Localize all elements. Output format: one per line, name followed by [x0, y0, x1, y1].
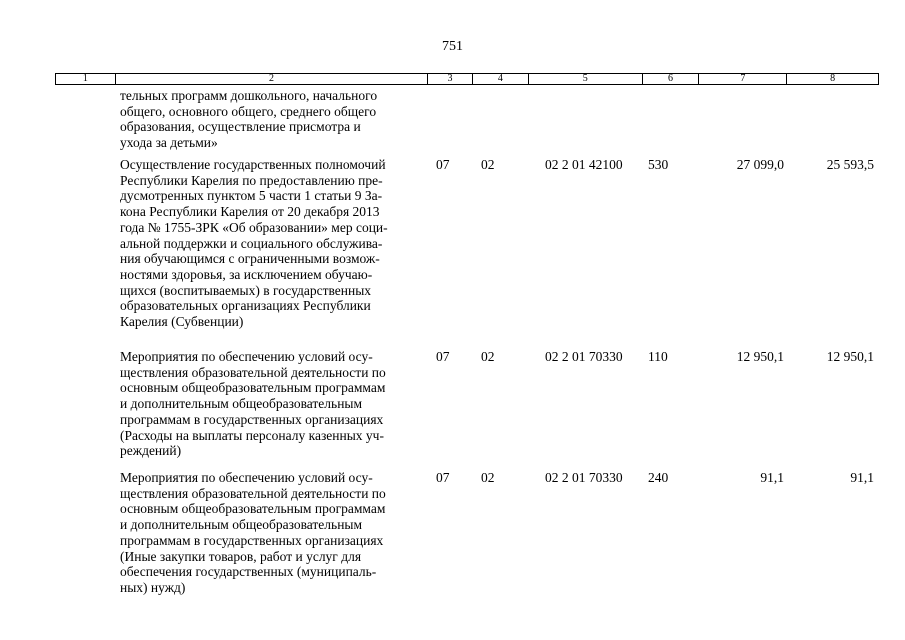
subsection-code: 02	[481, 157, 495, 172]
description-line: образовательных организациях Республики	[120, 298, 371, 314]
amount-column-7: 91,1	[760, 470, 784, 485]
description-line: ухода за детьми»	[120, 135, 218, 151]
target-article-code: 02 2 01 70330	[545, 470, 623, 485]
expense-type-code: 110	[648, 349, 668, 364]
column-header-3: 3	[428, 74, 473, 84]
description-line: щихся (воспитываемых) в государственных	[120, 282, 372, 298]
description-line: основным общеобразовательным программам	[120, 501, 386, 517]
column-header-1: 1	[56, 74, 116, 84]
column-header-2: 2	[116, 74, 428, 84]
section-code: 07	[436, 470, 450, 485]
amount-column-8: 25 593,5	[826, 157, 874, 172]
description-line: кона Республики Карелия от 20 декабря 2013	[120, 204, 380, 220]
description-line: Республики Карелия по предоставлению пре-	[120, 172, 383, 188]
description-line: ния обучающимся с ограниченными возмож-	[120, 251, 380, 267]
description-line: обеспечения государственных (муниципаль-	[120, 564, 377, 580]
subsection-code: 02	[481, 470, 495, 485]
description-line: ществления образовательной деятельности по	[120, 364, 386, 380]
amount-column-7: 27 099,0	[736, 157, 784, 172]
description-line: (Расходы на выплаты персоналу казенных уч-	[120, 427, 384, 443]
description-line: образования, осуществление присмотра и	[120, 119, 361, 135]
description-line: и дополнительным общеобразовательным	[120, 517, 363, 533]
row-description	[120, 470, 425, 596]
target-article-code: 02 2 01 42100	[545, 157, 623, 172]
description-line: тельных программ дошкольного, начального	[120, 88, 378, 103]
description-line: ществления образовательной деятельности по	[120, 485, 386, 501]
description-line: дусмотренных пунктом 5 части 1 статьи 9 За-	[120, 188, 383, 204]
row-description	[120, 349, 425, 459]
table-header-row	[55, 73, 879, 85]
description-line: основным общеобразовательным программам	[120, 380, 386, 396]
description-line: Мероприятия по обеспечению условий осу-	[120, 470, 373, 485]
description-line: альной поддержки и социального обслужива-	[120, 235, 383, 251]
column-header-8: 8	[830, 73, 836, 84]
column-header-4: 4	[473, 74, 529, 84]
description-line: Карелия (Субвенции)	[120, 314, 244, 330]
amount-column-7: 12 950,1	[736, 349, 784, 364]
description-line: и дополнительным общеобразовательным	[120, 396, 363, 412]
amount-column-8: 12 950,1	[826, 349, 874, 364]
description-line: программам в государственных организациях	[120, 532, 384, 548]
description-line: ных) нужд)	[120, 579, 186, 595]
row-description	[120, 88, 425, 151]
description-line: ностями здоровья, за исключением обучаю-	[120, 266, 373, 282]
column-header-7: 7	[699, 74, 787, 84]
subsection-code: 02	[481, 349, 495, 364]
expense-type-code: 530	[648, 157, 669, 172]
description-line: года № 1755-ЗРК «Об образовании» мер соци-	[120, 219, 388, 235]
section-code: 07	[436, 157, 450, 172]
amount-column-8: 91,1	[850, 470, 874, 485]
description-line: общего, основного общего, среднего общего	[120, 103, 377, 119]
section-code: 07	[436, 349, 450, 364]
description-line: программам в государственных организациях	[120, 411, 384, 427]
description-line: Мероприятия по обеспечению условий осу-	[120, 349, 373, 364]
column-header-6: 6	[643, 74, 700, 84]
target-article-code: 02 2 01 70330	[545, 349, 623, 364]
description-line: реждений)	[120, 443, 182, 459]
row-description	[120, 157, 425, 330]
column-header-5: 5	[529, 74, 643, 84]
description-line: Осуществление государственных полномочий	[120, 157, 386, 172]
expense-type-code: 240	[648, 470, 669, 485]
description-line: (Иные закупки товаров, работ и услуг для	[120, 548, 362, 564]
page-number: 751	[442, 39, 463, 54]
